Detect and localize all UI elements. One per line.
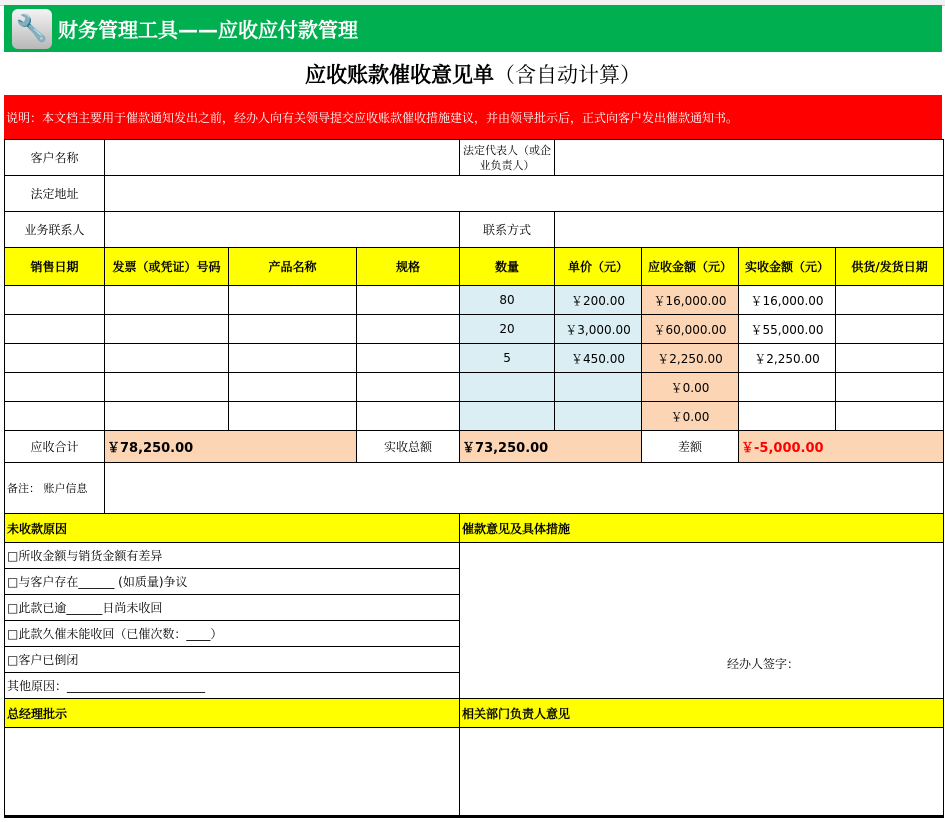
reason-item[interactable]: □与客户存在______ (如质量)争议 [5, 569, 460, 595]
column-header: 单价（元） [555, 248, 642, 286]
received-total-value: ￥73,250.00 [460, 431, 642, 463]
dept-opinion-field[interactable] [460, 728, 944, 817]
table-cell[interactable]: ￥16,000.00 [642, 286, 739, 315]
table-cell[interactable] [5, 373, 105, 402]
column-header: 规格 [357, 248, 460, 286]
remarks-field[interactable] [105, 463, 944, 514]
table-cell[interactable] [357, 373, 460, 402]
table-cell[interactable]: ￥200.00 [555, 286, 642, 315]
customer-name-field[interactable] [105, 140, 460, 176]
difference-value: ￥-5,000.00 [739, 431, 944, 463]
table-cell[interactable] [836, 373, 944, 402]
table-cell[interactable]: ￥0.00 [642, 373, 739, 402]
legal-rep-field[interactable] [555, 140, 944, 176]
table-cell[interactable]: ￥55,000.00 [739, 315, 836, 344]
column-header: 供货/发货日期 [836, 248, 944, 286]
reason-item[interactable]: 其他原因：_______________________ [5, 673, 460, 699]
reasons-header: 未收款原因 [5, 514, 460, 543]
form-title [4, 52, 942, 95]
table-cell[interactable] [460, 373, 555, 402]
table-cell[interactable] [357, 286, 460, 315]
table-cell[interactable] [836, 344, 944, 373]
received-total-label: 实收总额 [357, 431, 460, 463]
table-cell[interactable]: ￥60,000.00 [642, 315, 739, 344]
contact-field[interactable] [555, 212, 944, 248]
table-row [5, 344, 944, 373]
column-header: 发票（或凭证）号码 [105, 248, 229, 286]
table-cell[interactable] [105, 373, 229, 402]
table-cell[interactable] [836, 286, 944, 315]
table-cell[interactable] [5, 344, 105, 373]
note-banner: 说明：本文档主要用于催款通知发出之前，经办人向有关领导提交应收账款催收措施建议，并由领导批示后，正式向客户发出催款通知书。 [4, 95, 942, 139]
form-table [4, 139, 944, 514]
table-cell[interactable] [229, 315, 357, 344]
form-title-main: 应收账款催收意见单 [305, 62, 494, 87]
reason-item[interactable]: □此款久催未能收回（已催次数：____） [5, 621, 460, 647]
table-cell[interactable] [229, 373, 357, 402]
column-header: 产品名称 [229, 248, 357, 286]
table-cell[interactable] [105, 286, 229, 315]
receivable-total-value: ￥78,250.00 [105, 431, 357, 463]
measures-field[interactable] [460, 543, 944, 699]
table-cell[interactable] [105, 344, 229, 373]
table-row [5, 402, 944, 431]
difference-label: 差额 [642, 431, 739, 463]
table-cell[interactable] [105, 402, 229, 431]
table-cell[interactable] [836, 315, 944, 344]
table-row [5, 286, 944, 315]
table-cell[interactable] [229, 286, 357, 315]
address-label: 法定地址 [5, 176, 105, 212]
dept-opinion-header: 相关部门负责人意见 [460, 699, 944, 728]
table-cell[interactable] [5, 402, 105, 431]
reason-item[interactable]: □此款已逾______日尚未收回 [5, 595, 460, 621]
table-cell[interactable]: ￥16,000.00 [739, 286, 836, 315]
table-cell[interactable] [836, 402, 944, 431]
table-cell[interactable] [105, 315, 229, 344]
table-cell[interactable] [357, 344, 460, 373]
table-row [5, 315, 944, 344]
column-header: 销售日期 [5, 248, 105, 286]
gm-approval-header: 总经理批示 [5, 699, 460, 728]
table-cell[interactable] [357, 402, 460, 431]
column-header: 数量 [460, 248, 555, 286]
column-header: 应收金额（元） [642, 248, 739, 286]
table-cell[interactable] [5, 315, 105, 344]
remarks-label: 备注： 账户信息 [5, 463, 105, 514]
customer-name-label: 客户名称 [5, 140, 105, 176]
contact-person-field[interactable] [105, 212, 460, 248]
reason-item[interactable]: □客户已倒闭 [5, 647, 460, 673]
table-cell[interactable]: ￥450.00 [555, 344, 642, 373]
receivable-total-label: 应收合计 [5, 431, 105, 463]
measures-header: 催款意见及具体措施 [460, 514, 944, 543]
form-title-suffix: （含自动计算） [494, 62, 641, 87]
table-cell[interactable] [460, 402, 555, 431]
table-cell[interactable]: 80 [460, 286, 555, 315]
column-header: 实收金额（元） [739, 248, 836, 286]
legal-rep-label: 法定代表人（或企业负责人） [460, 140, 555, 176]
table-cell[interactable]: ￥2,250.00 [739, 344, 836, 373]
table-cell[interactable] [229, 344, 357, 373]
table-cell[interactable] [5, 286, 105, 315]
table-cell[interactable] [229, 402, 357, 431]
table-cell[interactable] [555, 402, 642, 431]
contact-label: 联系方式 [460, 212, 555, 248]
address-field[interactable] [105, 176, 944, 212]
table-row [5, 373, 944, 402]
table-cell[interactable] [739, 373, 836, 402]
table-cell[interactable]: ￥3,000.00 [555, 315, 642, 344]
reasons-table [4, 513, 944, 818]
gm-approval-field[interactable] [5, 728, 460, 817]
table-cell[interactable]: ￥2,250.00 [642, 344, 739, 373]
wrench-icon: 🔧 [12, 9, 52, 49]
signature-label: 经办人签字： [727, 657, 800, 671]
table-cell[interactable]: 20 [460, 315, 555, 344]
table-cell[interactable] [739, 402, 836, 431]
app-title: 财务管理工具——应收应付款管理 [58, 18, 358, 42]
table-header-row [5, 248, 944, 286]
table-cell[interactable]: ￥0.00 [642, 402, 739, 431]
table-cell[interactable] [357, 315, 460, 344]
table-cell[interactable]: 5 [460, 344, 555, 373]
table-cell[interactable] [555, 373, 642, 402]
app-banner [4, 5, 942, 52]
contact-person-label: 业务联系人 [5, 212, 105, 248]
reason-item[interactable]: □所收金额与销货金额有差异 [5, 543, 460, 569]
